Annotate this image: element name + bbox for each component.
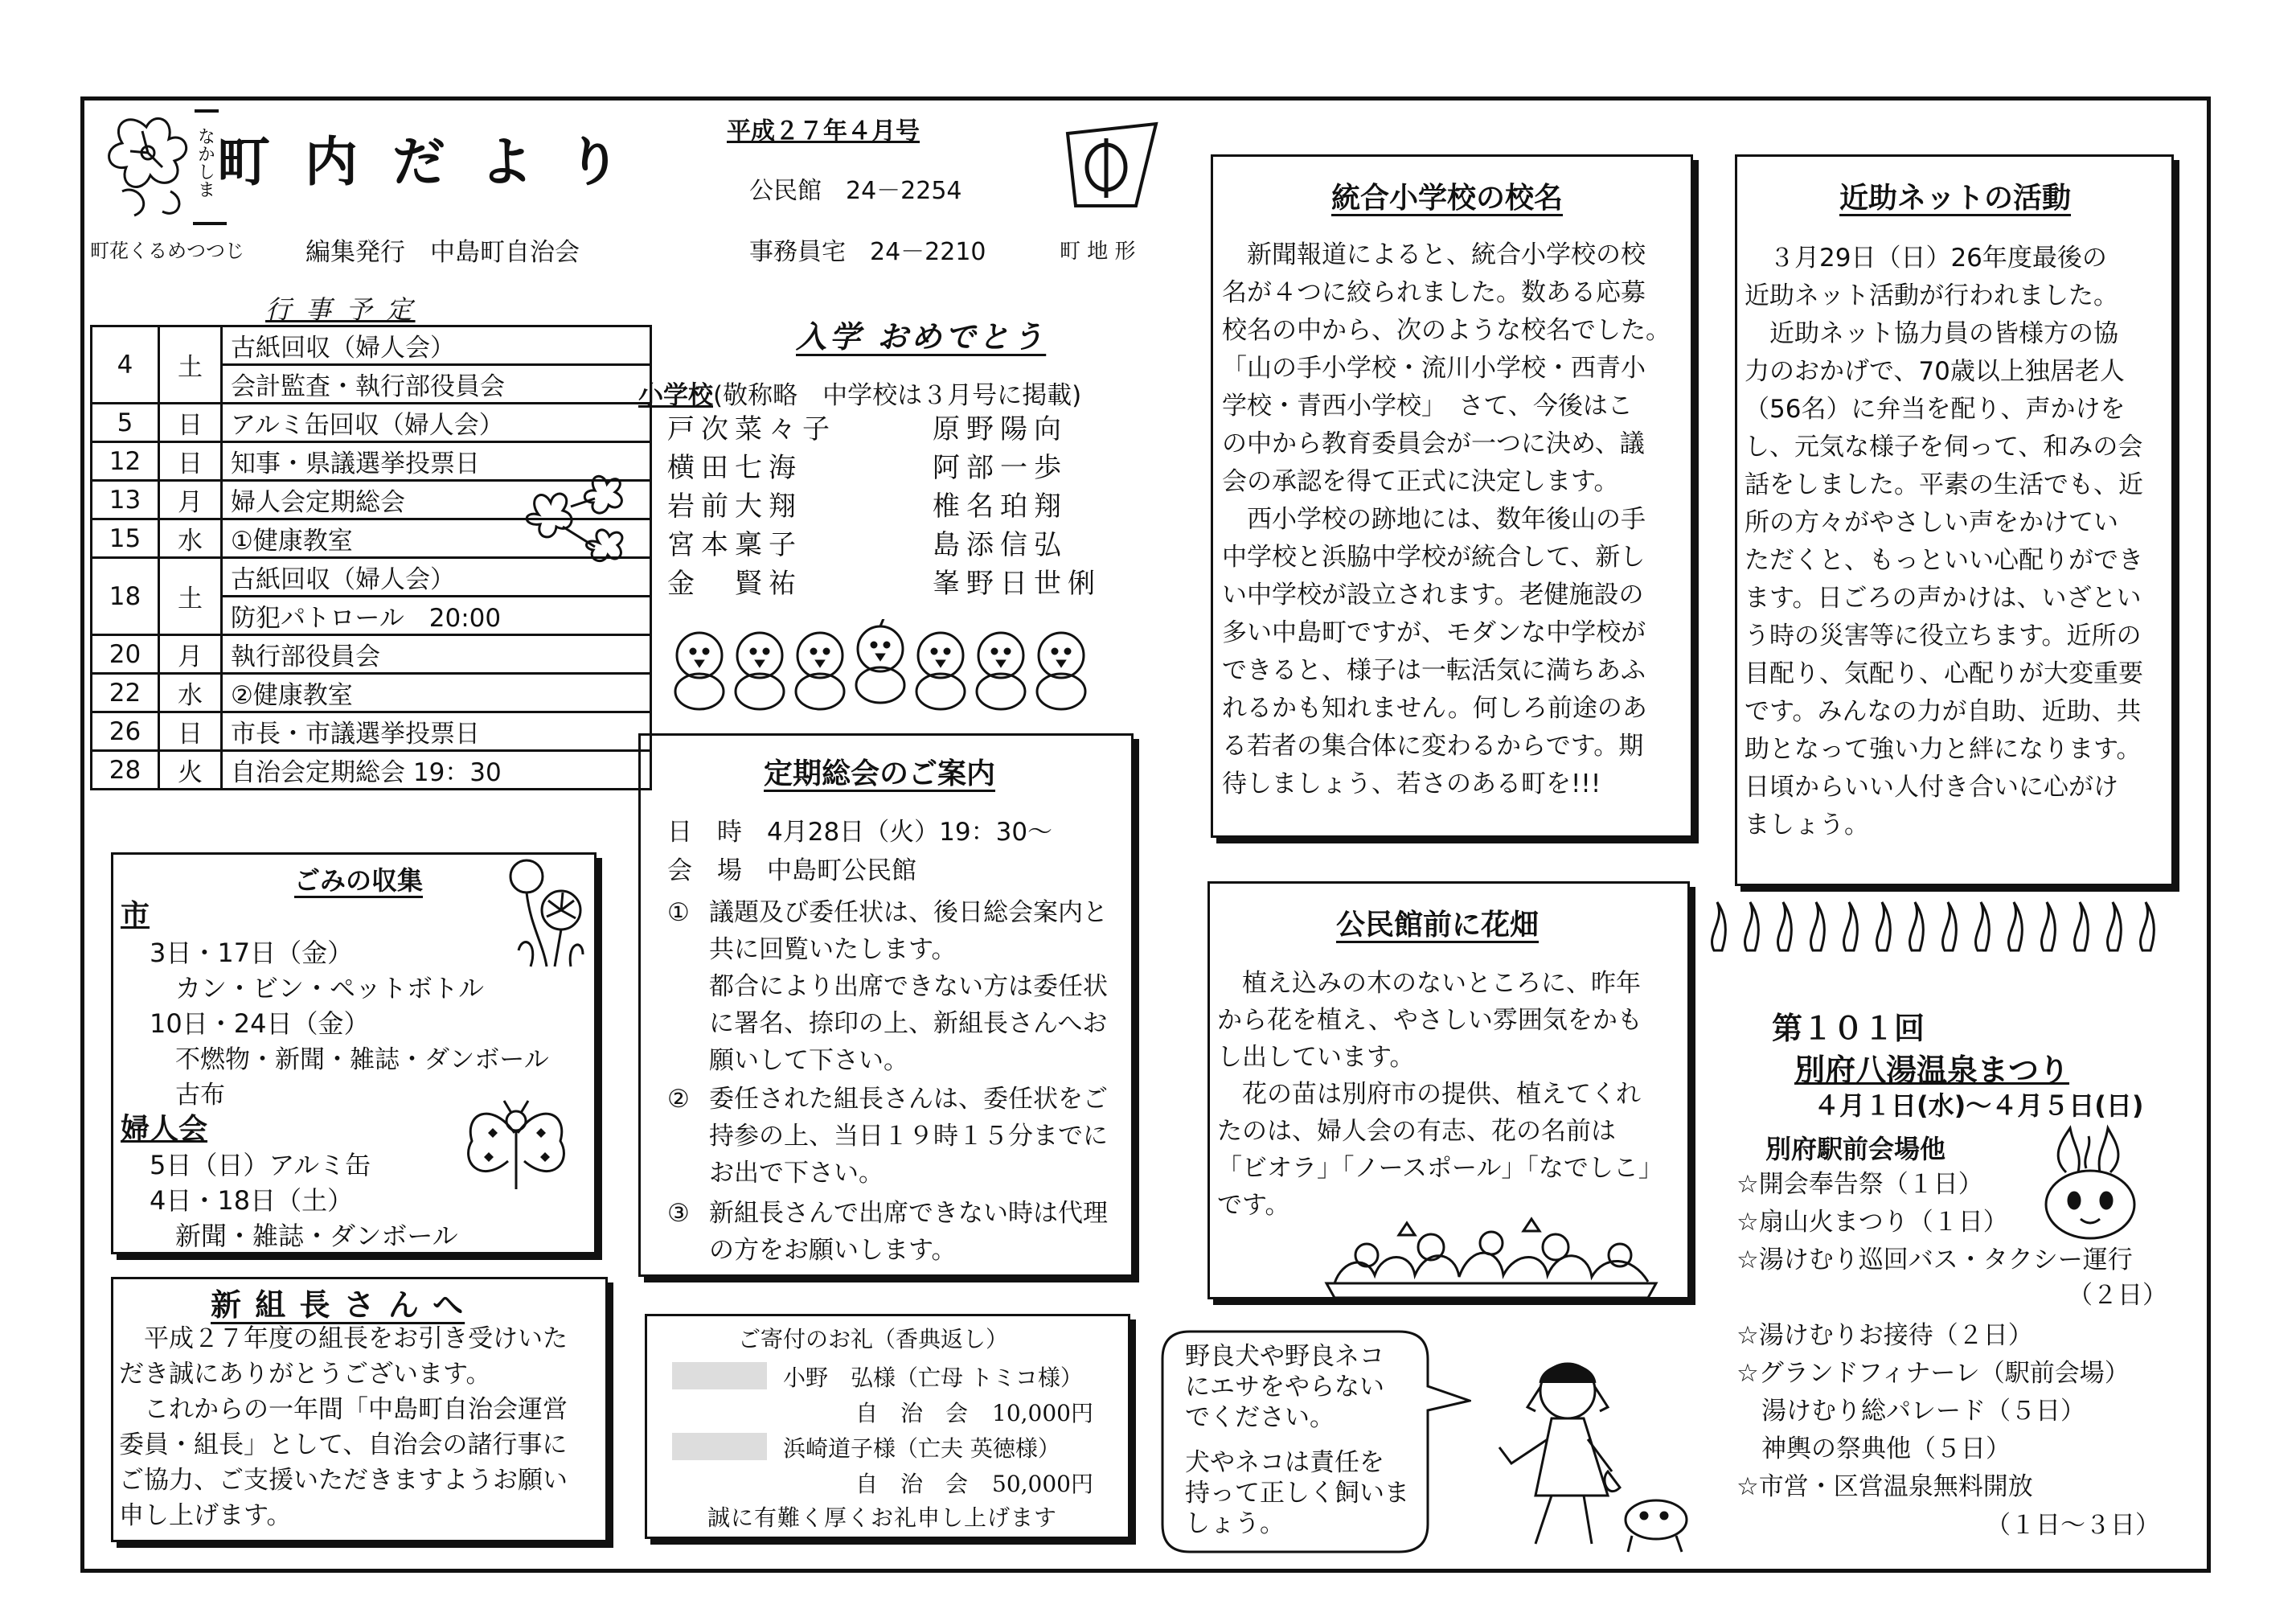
list-item: 原野陽向 [933,413,1068,445]
donation-amount: 10,000円 [992,1400,1093,1426]
sakura-flower-icon [506,466,643,587]
schedule-title: 行 事 予 定 [265,294,416,325]
pets-line: 持って正しく飼いま [1185,1479,1409,1508]
flower-planter-icon [1318,1211,1664,1299]
meeting-item-marker: ③ [667,1199,690,1228]
pets-line: でください。 [1185,1403,1335,1432]
meeting-item-line: 委任された組長さんは、委任状をご [709,1085,1108,1114]
festival-item: ☆扇山火まつり（１日） [1736,1208,2008,1237]
table-row: 5 日 アルミ缶回収（婦人会） [92,404,651,442]
festival-item: 湯けむり総パレード（５日） [1736,1397,2085,1426]
school-name-line: 学校・青西小学校」 さて、今後はこ [1222,392,1633,421]
meeting-item-line: 都合により出席できない方は委任状 [709,972,1108,1001]
meeting-item-line: 持参の上、当日１９時１５分までに [709,1122,1108,1151]
kinjo-net-line: ３月29日（日）26年度最後の [1745,244,2107,273]
list-item: 金 賢祐 [667,568,802,600]
garbage-fujinkai-label: 婦人会 [121,1113,208,1146]
table-row: 4 土 古紙回収（婦人会） [92,326,651,365]
table-row: 15 水 ①健康教室 [92,519,651,558]
festival-item: ☆開会奉告祭（１日） [1736,1170,1983,1199]
festival-item: （２日） [2068,1281,2167,1310]
meeting-datetime: 日 時 4月28日（火）19：30～ [667,818,1053,847]
enrollment-title: 入学 おめでとう [796,319,1047,355]
kinjo-net-line: 目配り、気配り、心配りが大変重要 [1745,659,2143,688]
new-leaders-line: 平成２７年度の組長をお引き受けいた [119,1324,568,1353]
pets-line: 野良犬や野良ネコ [1185,1342,1384,1371]
new-leaders-line: だき誠にありがとうございます。 [119,1360,491,1389]
kinjo-net-line: う時の災害等に役立ちます。近所の [1745,622,2142,650]
festival-item: ☆グランドフィナーレ（駅前会場） [1736,1359,2130,1388]
newsletter-title: 町 内 だ よ り [217,131,629,193]
list-item: 戸次菜々子 [667,413,836,445]
meeting-item-line: お出で下さい。 [709,1159,884,1188]
meeting-item-line: 願いして下さい。 [709,1046,908,1075]
school-name-line: れるかも知れません。何しろ前途のあ [1222,694,1647,723]
butterfly-icon [460,1097,572,1209]
flower-bed-line: 「ビオラ」「ノースポール」「なでしこ」 [1217,1154,1663,1183]
girl-with-dog-icon [1471,1351,1696,1560]
donation-title: ご寄付のお礼（香典返し） [738,1326,1009,1352]
list-item: 島添信弘 [933,529,1068,561]
garbage-city-line: 3日・17日（金） [150,938,354,968]
meeting-venue: 会 場 中島町公民館 [667,856,916,885]
festival-item: （１日～３日） [1986,1511,2160,1540]
meeting-item-line: 新組長さんで出席できない時は代理 [709,1199,1108,1228]
school-name-line: 西小学校の跡地には、数年後山の手 [1222,505,1646,534]
table-row: 22 水 ②健康教室 [92,674,651,712]
issue-date: 平成２７年４月号 [727,117,920,146]
school-name-line: る若者の集合体に変わるからです。期 [1222,732,1644,761]
chicks-row-icon [667,619,1101,716]
school-name-line: 待しましょう、若さのある町を!!! [1222,769,1601,798]
festival-item: 神輿の祭典他（５日） [1736,1434,2011,1463]
flower-bed-line: たのは、婦人会の有志、花の名前は [1217,1117,1616,1146]
list-item: 宮本稟子 [667,529,802,561]
kinjo-net-line: 日頃からいい人付き合いに心がけ [1745,773,2118,802]
garbage-city-line: 不燃物・新聞・雑誌・ダンボール [175,1045,549,1074]
table-row: 26 日 市長・市議選挙投票日 [92,712,651,751]
flower-bed-line: し出しています。 [1217,1043,1415,1072]
pets-line: にエサをやらない [1185,1373,1384,1401]
kinjo-net-line: 所の方々がやさしい声をかけてい [1745,508,2118,537]
emblem-caption: 町 地 形 [1060,240,1136,264]
flower-caption: 町花くるめつつじ [90,240,244,262]
flower-bed-title: 公民館前に花畑 [1336,909,1540,942]
jimuin-phone: 事務員宅 24－2210 [749,238,986,266]
names-right [933,410,1101,603]
new-leaders-line: 申し上げます。 [119,1501,292,1530]
new-leaders-title: 新 組 長 さ ん へ [211,1287,465,1323]
table-row: 12 日 知事・県議選挙投票日 [92,442,651,481]
table-row: 13 月 婦人会定期総会 [92,481,651,519]
list-item: 横田七海 [667,452,802,484]
kinjo-net-line: 話をしました。平素の生活でも、近 [1745,470,2143,499]
pets-line: 犬やネコは責任を [1185,1448,1384,1477]
garbage-fujinkai-line: 4日・18日（土） [150,1185,354,1216]
meeting-item-line: に署名、捺印の上、新組長さんへお [709,1009,1108,1038]
kinjo-net-line: ただくと、もっといい心配りができ [1745,546,2143,575]
donation-recipient: 自 治 会 [855,1400,969,1426]
new-leaders-line: 委員・組長」として、自治会の諸行事に [119,1430,568,1459]
garbage-city-line: カン・ビン・ペットボトル [175,973,485,1003]
kinjo-net-line: ます。日ごろの声かけは、いざとい [1745,584,2142,613]
enrollment-label: 小学校 [638,381,713,410]
school-name-line: 中学校と浜脇中学校が統合して、新し [1222,543,1646,572]
school-name-line: い中学校が設立されます。老健施設の [1222,581,1644,609]
kinjo-net-line: です。みんなの力が自助、近助、共 [1745,697,2142,726]
school-name-line: 会の承認を得て正式に決定します。 [1222,467,1619,496]
festival-venue: 別府駅前会場他 [1765,1134,1946,1164]
school-name-line: 新聞報道によると、統合小学校の校 [1222,240,1646,269]
kinjo-net-line: 助となって強い力と絆になります。 [1745,735,2142,764]
garbage-city-label: 市 [121,899,150,932]
festival-item: ☆湯けむりお接待（２日） [1736,1321,2033,1350]
table-row: 20 月 執行部役員会 [92,635,651,674]
flower-bed-line: です。 [1217,1191,1290,1220]
meeting-item-line: の方をお願いします。 [709,1236,957,1265]
kominkan-phone: 公民館 24－2254 [749,177,962,205]
table-row: 28 火 自治会定期総会 19：30 [92,751,651,790]
donation-recipient: 自 治 会 [855,1471,969,1497]
town-emblem-icon [1060,117,1164,214]
school-name-line: 校名の中から、次のような校名でした。 [1222,316,1671,345]
school-name-title: 統合小学校の校名 [1331,182,1564,215]
school-name-line: 「山の手小学校・流川小学校・西青小 [1222,354,1646,383]
festival-title-2: 別府八湯温泉まつり [1794,1053,2070,1088]
new-leaders-line: これからの一年間「中島町自治会運営 [119,1395,568,1424]
table-row: 防犯パトロール 20:00 [92,597,651,635]
enrollment-note: (敬称略 中学校は３月号に掲載) [713,381,1082,410]
garbage-fujinkai-line: 5日（日）アルミ缶 [150,1150,371,1180]
meeting-item-marker: ② [667,1085,690,1114]
flower-bed-line: 花の苗は別府市の提供、植えてくれ [1217,1080,1641,1109]
kinjo-net-title: 近助ネットの活動 [1839,182,2072,215]
new-leaders-line: ご協力、ご支援いただきますようお願い [119,1466,568,1495]
publisher: 編集発行 中島町自治会 [305,238,580,267]
list-item: 岩前大翔 [667,490,802,523]
garbage-city-line: 古布 [175,1081,225,1110]
meeting-item-line: 議題及び委任状は、後日総会案内と [709,898,1108,927]
table-row: 会計監査・執行部役員会 [92,365,651,404]
school-name-line: 多い中島町ですが、モダンな中学校が [1222,618,1646,647]
redacted-block [672,1362,767,1389]
meeting-item-line: 共に回覧いたします。 [709,935,957,964]
festival-title-1: 第１０１回 [1772,1011,1925,1046]
festival-item: ☆市営・区営温泉無料開放 [1736,1472,2033,1501]
garbage-title: ごみの収集 [294,865,424,896]
flower-bed-line: から花を植え、やさしい雰囲気をかも [1217,1006,1642,1035]
list-item: 椎名珀翔 [933,490,1068,523]
general-meeting-title: 定期総会のご案内 [764,757,996,790]
table-row: 18 土 古紙回収（婦人会） [92,558,651,597]
enrollment-subtitle [638,375,1081,411]
names-left [667,410,836,603]
garbage-fujinkai-line: 新聞・雑誌・ダンボール [175,1221,458,1251]
donation-closing: 誠に有難く厚くお礼申し上げます [707,1504,1058,1531]
list-item: 阿部一歩 [933,452,1068,484]
school-name-line: の中から教育委員会が一つに決め、議 [1222,429,1645,458]
festival-dates: ４月１日(水)～４月５日(日) [1814,1090,2144,1121]
flower-bed-line: 植え込みの木のないところに、昨年 [1217,969,1641,998]
donation-amount: 50,000円 [992,1471,1093,1497]
steam-decoration-icon [1706,894,2180,958]
kinjo-net-line: ましょう。 [1745,810,1869,839]
meeting-item-marker: ① [667,898,690,927]
festival-item: ☆湯けむり巡回バス・タクシー運行 [1736,1246,2133,1274]
onsen-mascot-icon [2034,1124,2146,1245]
pets-line: しょう。 [1185,1509,1285,1538]
azalea-logo-icon [98,103,235,232]
kinjo-net-line: 近助ネット活動が行われました。 [1745,281,2118,310]
kinjo-net-line: 近助ネット協力員の皆様方の協 [1745,319,2118,348]
svg-text:なかしま: なかしま [195,127,215,198]
garbage-city-line: 10日・24日（金） [150,1008,370,1039]
redacted-block [672,1433,767,1460]
kinjo-net-line: し、元気な様子を伺って、和みの会 [1745,433,2143,462]
kinjo-net-line: 力のおかげで、70歳以上独居老人 [1745,357,2125,386]
dandelion-icon [498,854,595,975]
donation-donor: 浜崎道子様（亡夫 英徳様） [783,1435,1060,1462]
school-name-line: できると、様子は一転活気に満ちあふ [1222,656,1646,685]
list-item: 峯野日世俐 [933,568,1101,600]
school-name-line: 名が４つに絞られました。数ある応募 [1222,278,1646,307]
kinjo-net-line: （56名）に弁当を配り、声かけを [1745,395,2126,424]
donation-donor: 小野 弘様（亡母 トミコ様） [783,1365,1083,1391]
